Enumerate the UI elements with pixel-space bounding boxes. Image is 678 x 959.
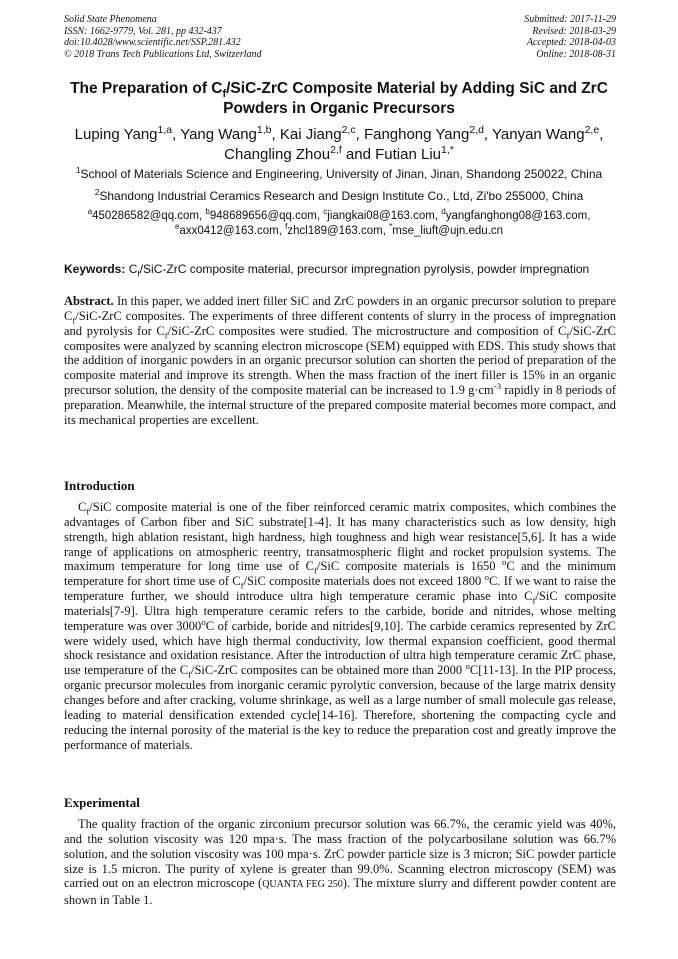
email-address[interactable]: $^e$axx0412@163.com [174,222,279,237]
author-list [40,125,638,165]
author: Yang Wang$^{1,b}$, [180,124,280,143]
author: Changling Zhou$^{2,f}$ and [224,144,376,163]
experimental-heading: Experimental [64,795,140,810]
email-address[interactable]: *mse_liuft@ujn.edu.cn [389,222,504,237]
doi-line: doi:10.4028/www.scientific.net/SSP.281.432 [64,37,241,48]
author: Kai Jiang$^{2,c}$, [279,124,364,143]
introduction-heading: Introduction [64,478,135,493]
email-address[interactable]: $^b$948689656@qq.com [205,207,317,222]
author: Futian Liu$^{1,*}$ [375,144,454,163]
submitted-date: Submitted: 2017-11-29 [524,14,616,25]
journal-name: Solid State Phenomena [64,14,157,25]
author: Fanghong Yang$^{2,d}$, [363,124,492,143]
author-emails: $^a$450286582@qq.com, $^b$948689656@qq.com, $^c$jiangkai08@163.com, $^d$yangfanghong08@163.com, $^e$axx0412@163.com, $^f$zhcl189@163.com, *mse_liuft@ujn.edu.cn [87,207,591,237]
introduction-paragraph: $C_f$/SiC composite material is one of the fiber reinforced ceramic matrix composites, which combines the advantages of Carbon fiber and SiC substrate[1-4]. It has many characteristics such as low density, high strength, high ablation resistant, high hardness, high toughness and high wear resistance[5,6]. It has a wide range of applications on atmospheric reentry, transatmospheric flight and rocket propulsion systems. The maximum temperature for long time use of $C_f$/SiC composite materials is 1650 $^o$C and the minimum temperature for short time use of $C_f$/SiC composite materials does not exceed 1800 $^o$C. If we want to raise the temperature further, we should introduce ultra high temperature ceramic phase into $C_f$/SiC composite materials[7-9]. Ultra high temperature ceramic refers to the carbide, boride and nitrides, whose melting temperature was over 3000$^o$C of carbide, boride and nitrides[9,10]. The carbide ceramics represented by ZrC were widely used, which have high thermal conductivity, low thermal expansion coefficient, good thermal shock resistance and oxidation resistance. After the introduction of ultra high temperature ceramic ZrC phase, use temperature of the $C_f/SiC$-ZrC composites can be obtained more than 2000 $^o$C[11-13]. In the PIP process, organic precursor molecules from inorganic ceramic pyrolytic conversion, because of the large matrix density changes before and after cracking, volume shrinkage, as well as a large number of small molecule gas release, leading to material densification extended cycle[14-16]. Therefore, shortening the compacting cycle and reducing the internal porosity of the material is the key to reduce the preparation cost and greatly improve the performance of materials. [64,500,616,752]
experimental-paragraph: The quality fraction of the organic zirconium precursor solution was 66.7%, the ceramic yield was 40%, and the solution viscosity was 120 mpa·s. The mass fraction of the polycarbosilane solution was 66.7% solution, and the solution viscosity was 100 mpa·s. ZrC powder particle size is 3 micron; SiC powder particle size is 1.5 micron. The purity of xylene is greater than 99.0%. Scanning electron microscopy (SEM) was carried out on an electron microscope (QUANTA FEG 250). The mixture slurry and different powder content are shown in Table 1. [64,817,616,908]
paper-title: The Preparation of $C_f/SiC$-ZrC Composite Material by Adding SiC and ZrC Powders in Organic Precursors [70,80,608,117]
accepted-date: Accepted: 2018-04-03 [526,37,616,48]
email-address[interactable]: $^f$zhcl189@163.com [285,222,383,237]
copyright-line: © 2018 Trans Tech Publications Ltd, Switzerland [64,48,262,60]
affiliation-1: $^1$School of Materials Science and Engineering, University of Jinan, Jinan, Shandong 250022, China [75,165,603,181]
abstract: Abstract. In this paper, we added inert filler SiC and ZrC powders in an organic precursor solution to prepare $C_f/SiC$-ZrC composites. The experiments of three different contents of slurry in the process of impregnation and pyrolysis for $C_f/SiC$-ZrC composites were studied. The microstructure and composition of $C_f/SiC$-ZrC composites were analyzed by scanning electron microscope (SEM) equipped with EDS. This study shows that the addition of inorganic powders in an organic precursor solution can shorten the period of preparation of the composite material and improve its strength. When the mass fraction of the inert filler is 15% in an organic precursor solution, the density of the composite material can be increased to 1.9 $g\cdot cm^{-3}$ rapidly in 8 periods of preparation. Meanwhile, the internal structure of the prepared composite material becomes more compact, and its mechanical properties are excellent. [64,294,617,427]
author: Luping Yang$^{1,a}$, [74,124,181,143]
publication-dates [524,14,616,60]
abstract-label: Abstract. [64,294,114,308]
author: Yanyan Wang$^{2,e}$, [492,124,604,143]
journal-info [64,14,262,60]
keywords: Keywords: $C_f/SiC$-ZrC composite material, precursor impregnation pyrolysis, powder impregnation [64,262,590,279]
issn-line: ISSN: 1662-9779, Vol. 281, pp 432-437 [64,25,222,37]
email-address[interactable]: $^d$yangfanghong08@163.com [441,207,588,222]
email-address[interactable]: $^c$jiangkai08@163.com [323,207,435,222]
affiliation-2: $^2$Shandong Industrial Ceramics Research and Design Institute Co., Ltd, Zi'bo 255000, China [94,187,584,203]
email-address[interactable]: $^a$450286582@qq.com [87,207,200,222]
online-date: Online: 2018-08-31 [536,48,616,60]
revised-date: Revised: 2018-03-29 [532,25,616,37]
